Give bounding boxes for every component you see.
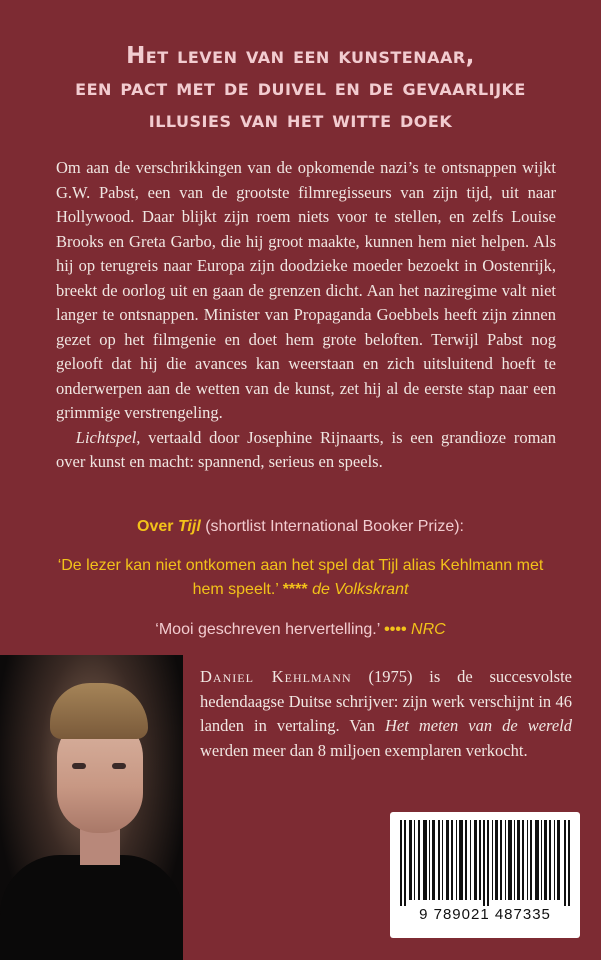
- praise-heading: [40, 515, 561, 539]
- headline-line-2: een pact met de duivel en de gevaarlijke: [75, 75, 526, 101]
- isbn-barcode: [390, 812, 580, 938]
- quote-2-rating: ••••: [384, 621, 407, 638]
- bio-text-1: (1975) is de succesvolste hedendaagse Duitse schrijver: zijn werk verschijnt in 46 landen in vertaling. Van: [200, 667, 572, 735]
- quote-volkskrant: [40, 554, 561, 602]
- blurb-paragraph-2: [56, 426, 556, 475]
- headline-line-3: illusies van het witte doek: [148, 107, 453, 133]
- isbn-number: 9 789021 487335: [419, 906, 551, 923]
- blurb-paragraph-2-text: , vertaald door Josephine Rijnaarts, is een grandioze roman over kunst en macht: spannend, serieus en speels.: [56, 427, 556, 471]
- praise-heading-prefix: Over: [137, 518, 178, 535]
- quote-1-source: de Volkskrant: [312, 581, 409, 598]
- book-title-lichtspel: Lichtspel: [75, 427, 137, 447]
- quote-2-text: ‘Mooi geschreven hervertelling.’: [155, 621, 380, 638]
- praise-heading-suffix: (shortlist International Booker Prize):: [200, 518, 464, 535]
- bio-text-2: werden meer dan 8 miljoen exemplaren verkocht.: [200, 740, 528, 760]
- bio-book-title: Het meten van de wereld: [385, 716, 572, 735]
- author-name: Daniel Kehlmann: [200, 667, 352, 686]
- quote-1-text: ‘De lezer kan niet ontkomen aan het spel dat Tijl alias Kehlmann met hem speelt.’: [57, 557, 544, 598]
- headline-line-1: Het leven van een kunstenaar,: [126, 43, 475, 69]
- author-photo: [0, 655, 183, 960]
- blurb: [56, 156, 556, 475]
- quote-1-rating: ****: [282, 581, 308, 598]
- quote-nrc: [40, 618, 561, 642]
- author-bio: [200, 665, 572, 763]
- blurb-paragraph-1: Om aan de verschrikkingen van de opkomende nazi’s te ontsnappen wijkt G.W. Pabst, een van de grootste filmregisseurs van zijn tijd, uit naar Hollywood. Daar blijkt zijn roem niets voor te stellen, en zelfs Louise Brooks en Greta Garbo, die hij groot maakte, kunnen hem niet helpen. Als hij op terugreis naar Europa zijn doodzieke moeder bezoekt in Oostenrijk, breekt de oorlog uit en gaan de grenzen dicht. Aan het naziregime valt niet langer te ontsnappen. Minister van Propaganda Goebbels heeft zijn zinnen gezet op het filmgenie en doet hem grote beloften. Terwijl Pabst nog gelooft dat hij die avances kan weerstaan en zich uitsluitend hoeft te onderwerpen aan de wetten van de kunst, zet hij al de eerste stap naar een grimmige verstrengeling.: [56, 158, 556, 422]
- barcode-bars: [400, 820, 570, 906]
- headline: [30, 40, 571, 136]
- quote-2-source: NRC: [411, 621, 446, 638]
- praise-heading-title: Tijl: [177, 518, 201, 535]
